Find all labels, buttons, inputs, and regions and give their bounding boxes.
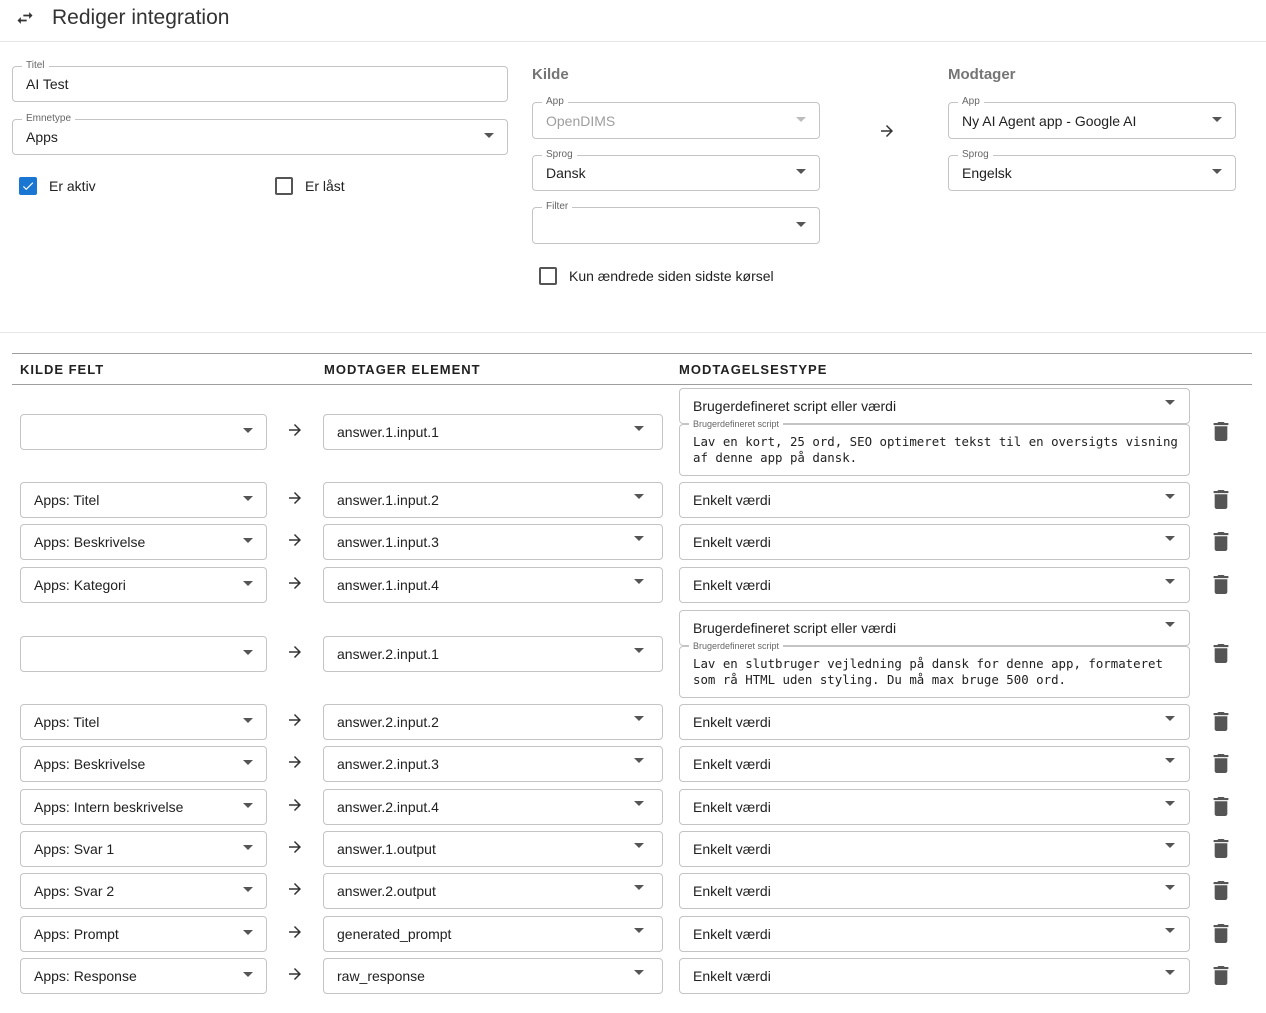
delete-icon[interactable] — [1213, 575, 1229, 594]
target-element-select[interactable] — [323, 636, 663, 672]
receive-type-value: Enkelt værdi — [693, 883, 771, 899]
receive-type-value: Enkelt værdi — [693, 841, 771, 857]
page-title: Rediger integration — [52, 6, 230, 29]
kilde-app-label: App — [542, 96, 568, 108]
chevron-down-icon — [1165, 716, 1175, 721]
arrow-right-icon — [285, 531, 305, 549]
delete-icon[interactable] — [1213, 490, 1229, 509]
arrow-right-icon — [285, 923, 305, 941]
modtager-heading: Modtager — [948, 66, 1016, 83]
th-kilde-felt: KILDE FELT — [20, 362, 105, 377]
arrow-right-icon — [285, 965, 305, 983]
source-field-select[interactable] — [20, 789, 267, 825]
table-header-top-line — [12, 353, 1252, 354]
delete-icon[interactable] — [1213, 422, 1229, 441]
emnetype-select[interactable] — [12, 113, 508, 155]
receive-type-select[interactable] — [679, 524, 1190, 560]
kilde-filter-select[interactable] — [532, 201, 820, 244]
er-aktiv-checkbox[interactable] — [19, 177, 37, 195]
kilde-heading: Kilde — [532, 66, 569, 83]
receive-type-value: Brugerdefineret script eller værdi — [693, 620, 897, 636]
delete-icon[interactable] — [1213, 712, 1229, 731]
source-field-value: Apps: Kategori — [34, 577, 126, 593]
source-field-value: Apps: Intern beskrivelse — [34, 799, 184, 815]
chevron-down-icon — [634, 801, 644, 806]
receive-type-select[interactable] — [679, 704, 1190, 740]
check-icon — [21, 179, 35, 193]
swap-horiz-icon — [14, 8, 36, 28]
target-element-select[interactable] — [323, 414, 663, 450]
source-field-value: Apps: Prompt — [34, 926, 119, 942]
source-field-value: Apps: Svar 2 — [34, 883, 115, 899]
custom-script-label: Brugerdefineret script — [689, 640, 783, 652]
custom-script-label: Brugerdefineret script — [689, 418, 783, 430]
target-element-select[interactable] — [323, 704, 663, 740]
chevron-down-icon — [1165, 928, 1175, 933]
receive-type-select[interactable] — [679, 873, 1190, 909]
target-element-value: answer.2.input.3 — [337, 756, 439, 772]
kilde-sprog-label: Sprog — [542, 149, 577, 161]
page-header — [0, 0, 1266, 42]
chevron-down-icon — [243, 930, 253, 935]
delete-icon[interactable] — [1213, 966, 1229, 985]
target-element-value: answer.2.output — [337, 883, 436, 899]
chevron-down-icon — [243, 718, 253, 723]
receive-type-select[interactable] — [679, 746, 1190, 782]
chevron-down-icon — [634, 758, 644, 763]
emnetype-value: Apps — [26, 129, 58, 145]
target-element-select[interactable] — [323, 873, 663, 909]
chevron-down-icon — [1165, 843, 1175, 848]
er-laast-checkbox[interactable] — [275, 177, 293, 195]
custom-script-text: Lav en slutbruger vejledning på dansk for denne app, formateret som rå HTML uden styling. Du må max bruge 500 ord. — [693, 656, 1171, 687]
arrow-right-icon — [285, 421, 305, 439]
modtager-app-value: Ny AI Agent app - Google AI — [962, 112, 1137, 129]
target-element-select[interactable] — [323, 789, 663, 825]
source-field-value: Apps: Beskrivelse — [34, 756, 146, 772]
chevron-down-icon — [634, 716, 644, 721]
er-laast-label: Er låst — [305, 178, 345, 194]
chevron-down-icon — [243, 887, 253, 892]
chevron-down-icon — [243, 803, 253, 808]
arrow-right-icon — [877, 122, 897, 140]
receive-type-value: Enkelt værdi — [693, 492, 771, 508]
arrow-right-icon — [285, 574, 305, 592]
emnetype-label: Emnetype — [22, 113, 75, 125]
chevron-down-icon — [1165, 400, 1175, 405]
target-element-value: answer.2.input.1 — [337, 646, 439, 662]
delete-icon[interactable] — [1213, 924, 1229, 943]
chevron-down-icon — [634, 928, 644, 933]
source-field-select[interactable] — [20, 746, 267, 782]
chevron-down-icon — [634, 648, 644, 653]
chevron-down-icon — [634, 536, 644, 541]
chevron-down-icon — [243, 972, 253, 977]
target-element-select[interactable] — [323, 958, 663, 994]
chevron-down-icon — [1165, 970, 1175, 975]
chevron-down-icon — [796, 222, 806, 227]
receive-type-value: Enkelt værdi — [693, 577, 771, 593]
source-field-select[interactable] — [20, 704, 267, 740]
source-field-value: Apps: Titel — [34, 492, 100, 508]
arrow-right-icon — [285, 753, 305, 771]
chevron-down-icon — [634, 494, 644, 499]
source-field-select[interactable] — [20, 414, 267, 450]
target-element-value: answer.1.input.4 — [337, 577, 439, 593]
chevron-down-icon — [796, 169, 806, 174]
receive-type-select[interactable] — [679, 916, 1190, 952]
section-divider — [0, 332, 1266, 333]
arrow-right-icon — [285, 796, 305, 814]
chevron-down-icon — [634, 885, 644, 890]
table-header-bottom-line — [12, 384, 1252, 385]
source-field-value: Apps: Svar 1 — [34, 841, 115, 857]
chevron-down-icon — [484, 133, 494, 138]
th-modtager-element: MODTAGER ELEMENT — [324, 362, 481, 377]
source-field-select[interactable] — [20, 873, 267, 909]
kun-aendrede-checkbox[interactable] — [539, 267, 557, 285]
modtager-app-select[interactable] — [948, 96, 1236, 139]
receive-type-select[interactable] — [679, 831, 1190, 867]
target-element-select[interactable] — [323, 831, 663, 867]
receive-type-select[interactable] — [679, 482, 1190, 518]
delete-icon[interactable] — [1213, 881, 1229, 900]
source-field-select[interactable] — [20, 916, 267, 952]
kun-aendrede-label: Kun ændrede siden sidste kørsel — [569, 268, 774, 284]
target-element-value: generated_prompt — [337, 926, 452, 942]
kilde-filter-label: Filter — [542, 201, 572, 213]
source-field-value: Apps: Titel — [34, 714, 100, 730]
chevron-down-icon — [243, 581, 253, 586]
source-field-value: Apps: Response — [34, 968, 137, 984]
kilde-app-select — [532, 96, 820, 139]
arrow-right-icon — [285, 880, 305, 898]
chevron-down-icon — [1165, 801, 1175, 806]
modtager-sprog-select[interactable] — [948, 149, 1236, 191]
delete-icon[interactable] — [1213, 644, 1229, 663]
chevron-down-icon — [243, 538, 253, 543]
target-element-select[interactable] — [323, 482, 663, 518]
er-aktiv-label: Er aktiv — [49, 178, 96, 194]
kilde-sprog-value: Dansk — [546, 165, 586, 181]
target-element-select[interactable] — [323, 524, 663, 560]
chevron-down-icon — [1165, 622, 1175, 627]
receive-type-select[interactable] — [679, 958, 1190, 994]
receive-type-value: Enkelt værdi — [693, 534, 771, 550]
receive-type-value: Enkelt værdi — [693, 968, 771, 984]
chevron-down-icon — [1165, 579, 1175, 584]
target-element-value: answer.1.input.3 — [337, 534, 439, 550]
target-element-select[interactable] — [323, 916, 663, 952]
receive-type-value: Brugerdefineret script eller værdi — [693, 398, 897, 414]
custom-script-textarea[interactable] — [679, 641, 1190, 698]
modtager-app-label: App — [958, 96, 984, 108]
target-element-value: answer.2.input.2 — [337, 714, 439, 730]
delete-icon[interactable] — [1213, 532, 1229, 551]
delete-icon[interactable] — [1213, 754, 1229, 773]
chevron-down-icon — [1165, 494, 1175, 499]
target-element-value: answer.1.output — [337, 841, 436, 857]
chevron-down-icon — [634, 579, 644, 584]
source-field-select[interactable] — [20, 482, 267, 518]
receive-type-value: Enkelt værdi — [693, 926, 771, 942]
target-element-value: answer.2.input.4 — [337, 799, 439, 815]
receive-type-select[interactable] — [679, 567, 1190, 603]
target-element-value: raw_response — [337, 968, 425, 984]
receive-type-select[interactable] — [679, 789, 1190, 825]
kilde-sprog-select[interactable] — [532, 149, 820, 191]
chevron-down-icon — [243, 496, 253, 501]
chevron-down-icon — [634, 970, 644, 975]
arrow-right-icon — [285, 711, 305, 729]
target-element-select[interactable] — [323, 746, 663, 782]
source-field-select[interactable] — [20, 958, 267, 994]
chevron-down-icon — [1165, 758, 1175, 763]
source-field-select[interactable] — [20, 567, 267, 603]
kilde-app-value: OpenDIMS — [546, 112, 616, 129]
chevron-down-icon — [1165, 885, 1175, 890]
source-field-select[interactable] — [20, 636, 267, 672]
custom-script-text: Lav en kort, 25 ord, SEO optimeret tekst til en oversigts visning af denne app på dansk. — [693, 434, 1186, 465]
th-modtagelsestype: MODTAGELSESTYPE — [679, 362, 828, 377]
target-element-value: answer.1.input.1 — [337, 424, 439, 440]
chevron-down-icon — [243, 428, 253, 433]
delete-icon[interactable] — [1213, 797, 1229, 816]
target-element-value: answer.1.input.2 — [337, 492, 439, 508]
chevron-down-icon — [1212, 169, 1222, 174]
chevron-down-icon — [243, 845, 253, 850]
source-field-value: Apps: Beskrivelse — [34, 534, 146, 550]
receive-type-value: Enkelt værdi — [693, 756, 771, 772]
delete-icon[interactable] — [1213, 839, 1229, 858]
receive-type-value: Enkelt værdi — [693, 714, 771, 730]
arrow-right-icon — [285, 643, 305, 661]
modtager-sprog-label: Sprog — [958, 149, 993, 161]
titel-label: Titel — [22, 60, 49, 72]
chevron-down-icon — [634, 426, 644, 431]
modtager-sprog-value: Engelsk — [962, 165, 1012, 181]
target-element-select[interactable] — [323, 567, 663, 603]
receive-type-value: Enkelt værdi — [693, 799, 771, 815]
chevron-down-icon — [1212, 117, 1222, 122]
arrow-right-icon — [285, 838, 305, 856]
chevron-down-icon — [796, 117, 806, 122]
chevron-down-icon — [243, 650, 253, 655]
source-field-select[interactable] — [20, 831, 267, 867]
chevron-down-icon — [1165, 536, 1175, 541]
custom-script-textarea[interactable] — [679, 419, 1190, 476]
titel-value: AI Test — [26, 76, 69, 92]
arrow-right-icon — [285, 489, 305, 507]
titel-field[interactable] — [12, 60, 508, 102]
source-field-select[interactable] — [20, 524, 267, 560]
chevron-down-icon — [243, 760, 253, 765]
chevron-down-icon — [634, 843, 644, 848]
